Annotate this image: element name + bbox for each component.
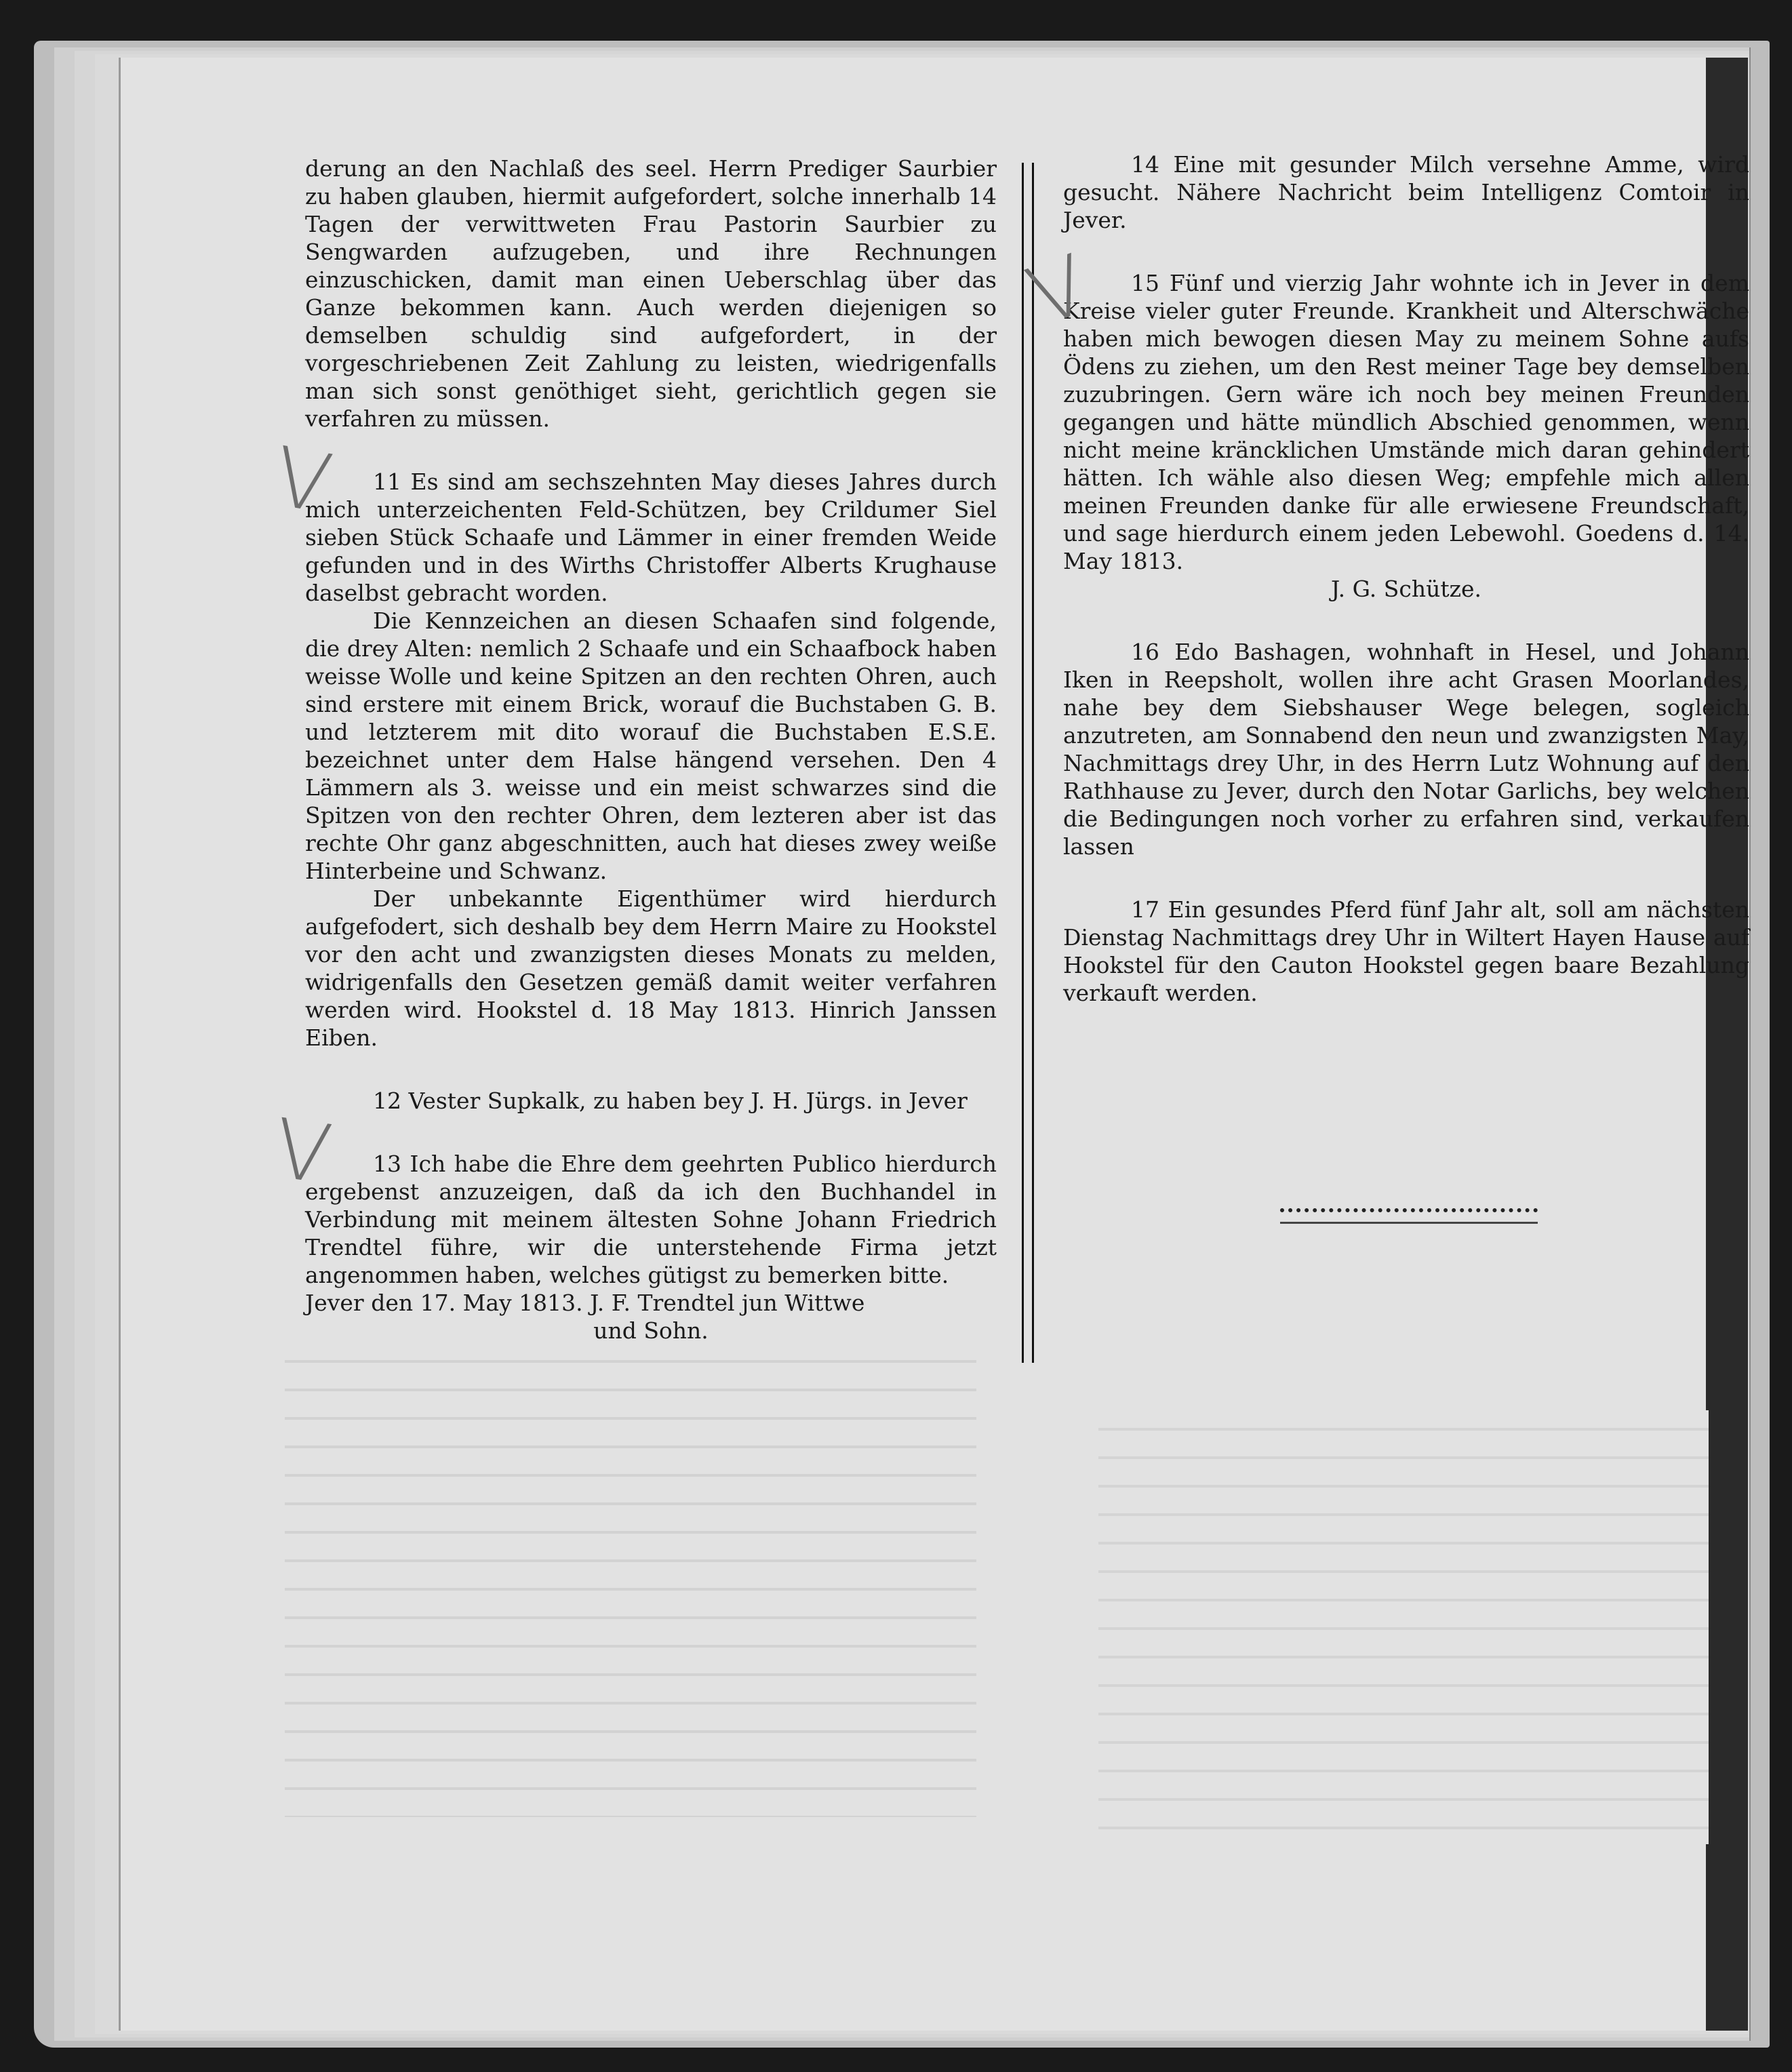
notice-13-signature: Jever den 17. May 1813. J. F. Trendtel jun Wittwe bbox=[305, 1290, 865, 1316]
pencil-check-mark: V bbox=[266, 429, 338, 533]
left-column bbox=[305, 155, 997, 1380]
pencil-check-mark: V bbox=[1016, 237, 1101, 345]
notice-11-marks: Die Kennzeichen an diesen Schaafen sind folgende, die drey Alten: nemlich 2 Schaafe und ein Schaafbock haben weisse Wolle und keine Spitzen an den rechten Ohren, auch sind erstere mit einem Brick, worauf die Buchstaben G. B. und letzterem mit dito worauf die Buchstaben E.S.E. bezeichnet unter dem Halse hängend versehen. Den 4 Lämmern als 3. weisse und ein meist schwarzes sind die Spitzen von den rechter Ohren, dem lezteren aber ist das rechte Ohr ganz abgeschnitten, auch hat dieses zwey weiße Hinterbeine und Schwanz. bbox=[305, 607, 997, 884]
show-through-text bbox=[285, 1342, 976, 1817]
notice-14: 14 Eine mit gesunder Milch versehne Amme, wird gesucht. Nähere Nachricht beim Intelligenz Comtoir in Jever. bbox=[1063, 151, 1749, 233]
right-column bbox=[1063, 151, 1749, 1042]
notice-16: 16 Edo Bashagen, wohnhaft in Hesel, und Johann Iken in Reepsholt, wollen ihre acht Grasen Moorlandes, nahe bey dem Siebshauser Wege belegen, sogleich anzutreten, am Sonnabend den neun und zwanzigsten May, Nachmittags drey Uhr, in des Herrn Lutz Wohnung auf den Rathhause zu Jever, durch den Notar Garlichs, bey welchen die Bedingungen noch vorher zu erfahren sind, verkaufen lassen bbox=[1063, 639, 1749, 860]
notice-15: 15 Fünf und vierzig Jahr wohnte ich in Jever in dem Kreise vieler guter Freunde. Krankheit und Alterschwäche haben mich bewogen diesen May zu meinem Sohne aufs Ödens zu ziehen, um den Rest meiner Tage bey demselben zuzubringen. Gern wäre ich noch bey meinen Freunden gegangen und hätte mündlich Abschied genommen, wenn nicht meine kräncklichen Umstände mich daran gehindert hätten. Ich wähle also diesen Weg; empfehle mich allen meinen Freunden danke für alle erwiesene Freundschaft, und sage hierdurch einem jeden Lebewohl. Goedens d. 14. May 1813. bbox=[1063, 270, 1749, 574]
ornamental-rule bbox=[1280, 1208, 1538, 1224]
column-divider bbox=[1022, 163, 1034, 1363]
notice-13: 13 Ich habe die Ehre dem geehrten Publico hierdurch ergebenst anzuzeigen, daß da ich den Buchhandel in Verbindung mit meinem ältesten Sohne Johann Friedrich Trendtel führe, wir die unterstehende Firma jetzt angenommen haben, welches gütigst zu bemerken bitte. bbox=[305, 1151, 997, 1288]
notice-13-signature-end: und Sohn. bbox=[593, 1317, 709, 1344]
notice-10-continuation: derung an den Nachlaß des seel. Herrn Prediger Saurbier zu haben glauben, hiermit aufgefordert, solche innerhalb 14 Tagen der verwittweten Frau Pastorin Saurbier zu Sengwarden aufzugeben, und ihre Rechnungen einzuschicken, damit man einen Ueberschlag über das Ganze bekommen kann. Auch werden diejenigen so demselben schuldig sind aufgefordert, in der vorgeschriebenen Zeit Zahlung zu leisten, wiedrigenfalls man sich sonst genöthiget sieht, gerichtlich gegen sie verfahren zu müssen. bbox=[305, 155, 997, 432]
notice-11: 11 Es sind am sechszehnten May dieses Jahres durch mich unterzeichenten Feld-Schützen, bey Crildumer Siel sieben Stück Schaafe und Lämmer in einer fremden Weide gefunden und in des Wirths Christoffer Alberts Krughause daselbst gebracht worden. bbox=[305, 469, 997, 606]
notice-15-signature: J. G. Schütze. bbox=[1330, 576, 1482, 602]
notice-12: 12 Vester Supkalk, zu haben bey J. H. Jürgs. in Jever bbox=[373, 1088, 968, 1114]
pencil-check-mark: V bbox=[268, 1101, 337, 1203]
notice-11-owner: Der unbekannte Eigenthümer wird hierdurch aufgefodert, sich deshalb bey dem Herrn Maire zu Hookstel vor den acht und zwanzigsten dieses Monats zu melden, widrigenfalls den Gesetzen gemäß damit weiter verfahren werden wird. Hookstel d. 18 May 1813. Hinrich Janssen Eiben. bbox=[305, 885, 997, 1051]
notice-17: 17 Ein gesundes Pferd fünf Jahr alt, soll am nächsten Dienstag Nachmittags drey Uhr in Wiltert Hayen Hause auf Hookstel für den Cauton Hookstel gegen baare Bezahlung verkauft werden. bbox=[1063, 896, 1749, 1006]
show-through-text bbox=[1098, 1410, 1709, 1844]
